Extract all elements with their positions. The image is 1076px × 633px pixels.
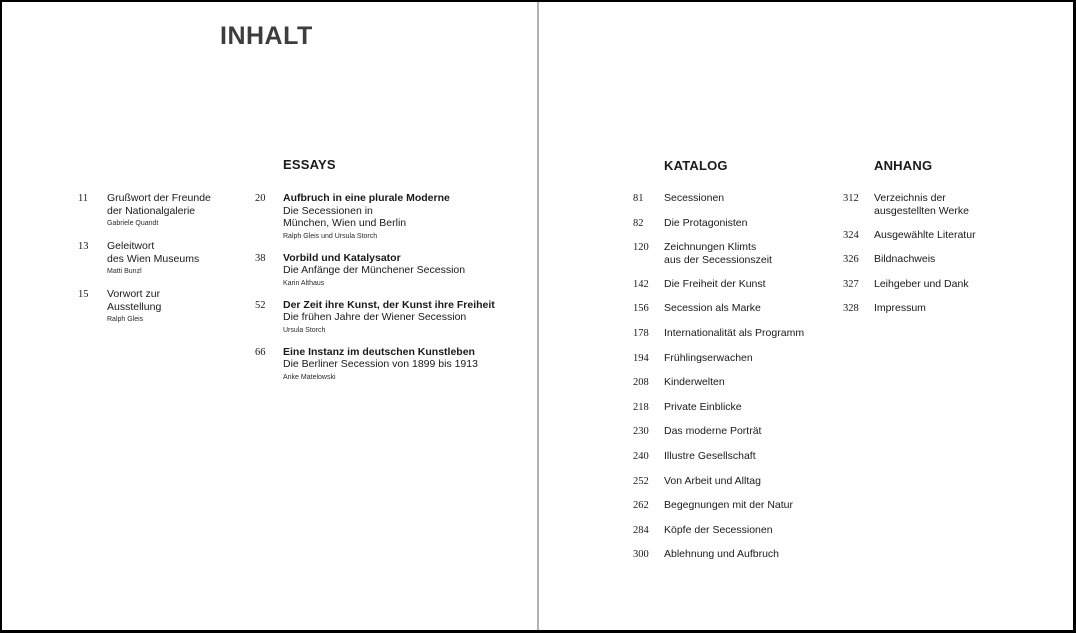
toc-author: Karin Althaus [283,279,325,287]
toc-title: Köpfe der Secessionen [664,523,773,536]
toc-title: Zeichnungen Klimts [664,241,757,254]
toc-page-number: 52 [255,299,266,311]
toc-entry[interactable] [843,192,976,217]
toc-title: der Nationalgalerie [107,204,196,217]
toc-entry[interactable] [633,524,804,537]
toc-page-number: 120 [633,242,649,254]
toc-text [283,252,465,289]
toc-entry[interactable] [843,278,976,291]
toc-title: des Wien Museums [107,252,200,265]
toc-text [874,192,969,217]
toc-entry[interactable] [633,302,804,315]
toc-title: Die Freiheit der Kunst [664,277,766,290]
toc-text [664,352,753,365]
katalog-list [633,192,804,573]
toc-page-number: 142 [633,278,649,290]
toc-entry[interactable] [633,217,804,230]
toc-text [283,346,478,383]
toc-title: Leihgeber und Dank [874,277,969,290]
toc-title: Eine Instanz im deutschen Kunstleben [283,345,475,358]
toc-text [664,450,756,463]
toc-title: Die Protagonisten [664,216,748,229]
toc-text [664,302,761,315]
toc-text [874,229,976,242]
toc-title: Das moderne Porträt [664,425,762,438]
toc-text [664,217,747,230]
toc-entry[interactable] [843,253,976,266]
toc-subtitle: Die Berliner Secession von 1899 bis 1913 [283,358,478,370]
toc-title: Ausstellung [107,300,162,313]
toc-text [664,499,793,512]
toc-author: Matti Bunzl [107,268,142,275]
toc-text [664,548,779,561]
toc-page-number: 20 [255,193,266,204]
toc-page-number: 82 [633,217,644,229]
toc-entry[interactable] [633,425,804,438]
toc-title: Vorbild und Katalysator [283,251,401,264]
toc-title: Impressum [874,302,926,315]
toc-entry[interactable] [255,299,495,336]
toc-author: Ralph Gleis [107,316,144,323]
toc-text [874,302,926,315]
toc-subtitle: Die Anfänge der Münchener Secession [283,264,466,276]
toc-text [874,253,935,266]
toc-page-number: 252 [633,475,649,487]
toc-page-number: 194 [633,352,649,364]
toc-page-number: 230 [633,426,649,438]
toc-entry[interactable] [633,475,804,488]
toc-entry[interactable] [633,548,804,561]
toc-text [283,299,495,336]
toc-entry[interactable] [633,499,804,512]
toc-entry[interactable] [255,346,495,383]
page-title: INHALT [220,22,313,50]
toc-entry[interactable] [78,288,211,325]
toc-title: Secession als Marke [664,302,761,315]
toc-page-number: 11 [78,193,89,204]
toc-page-number: 324 [843,229,859,241]
toc-entry[interactable] [78,192,211,229]
toc-subtitle: Die frühen Jahre der Wiener Secession [283,311,467,323]
toc-title: aus der Secessionszeit [664,253,772,266]
toc-title: Bildnachweis [874,253,936,266]
toc-author: Anke Matelowski [283,373,336,381]
toc-title: Private Einblicke [664,400,742,413]
toc-title: Kinderwelten [664,376,725,389]
toc-text [107,192,211,229]
page-gutter-divider [537,2,539,630]
toc-page-number: 328 [843,303,859,315]
toc-text [664,241,772,266]
toc-text [664,524,773,537]
toc-page-number: 178 [633,327,649,339]
toc-entry[interactable] [255,192,495,242]
toc-page-number: 13 [78,241,89,252]
toc-entry[interactable] [633,401,804,414]
toc-text [664,401,742,414]
toc-text [107,288,161,325]
toc-entry[interactable] [255,252,495,289]
toc-subtitle: Die Secessionen in [283,204,373,217]
toc-page-number: 15 [78,289,89,300]
toc-page-number: 326 [843,254,859,266]
toc-text [664,376,725,389]
toc-subtitle: München, Wien und Berlin [283,217,407,229]
toc-author: Ursula Storch [283,326,326,334]
toc-author: Ralph Gleis und Ursula Storch [283,232,378,240]
toc-page-number: 66 [255,346,266,358]
toc-title: Von Arbeit und Alltag [664,474,761,487]
anhang-list [843,192,976,327]
toc-entry[interactable] [843,229,976,242]
front-matter-list [78,192,211,336]
essays-list [255,192,495,393]
toc-title: Aufbruch in eine plurale Moderne [283,192,450,204]
toc-title: Grußwort der Freunde [107,192,211,204]
toc-text [664,475,761,488]
anhang-heading: ANHANG [874,158,933,173]
toc-title: ausgestellten Werke [874,204,969,217]
toc-title: Begegnungen mit der Natur [664,499,793,512]
toc-title: Verzeichnis der [874,192,946,204]
toc-title: Internationalität als Programm [664,326,805,339]
toc-title: Vorwort zur [107,288,161,300]
essays-heading: ESSAYS [283,157,336,172]
toc-page-number: 218 [633,401,649,413]
toc-page-number: 300 [633,549,649,561]
toc-page-number: 208 [633,377,649,389]
toc-page-number: 327 [843,278,859,290]
toc-author: Gabriele Quandt [107,220,159,227]
toc-entry[interactable] [633,450,804,463]
toc-page-number: 312 [843,193,859,204]
book-spread [2,2,1073,630]
toc-entry[interactable] [633,241,804,266]
toc-title: Ausgewählte Literatur [874,228,976,241]
toc-entry[interactable] [633,278,804,291]
toc-text [664,327,804,340]
toc-entry[interactable] [78,240,211,277]
toc-text [664,425,761,438]
toc-text [283,192,450,242]
toc-page-number: 262 [633,500,649,512]
toc-title: Ablehnung und Aufbruch [664,548,780,561]
toc-title: Illustre Gesellschaft [664,449,756,462]
toc-text [664,278,766,291]
toc-page-number: 240 [633,450,649,462]
toc-page-number: 284 [633,524,649,536]
toc-text [874,278,969,291]
toc-title: Geleitwort [107,240,155,252]
toc-title: Frühlingserwachen [664,351,753,364]
toc-entry[interactable] [633,376,804,389]
toc-entry[interactable] [633,352,804,365]
toc-title: Secessionen [664,192,725,204]
katalog-heading: KATALOG [664,158,728,173]
toc-page-number: 81 [633,193,644,204]
toc-page-number: 156 [633,303,649,315]
toc-title: Der Zeit ihre Kunst, der Kunst ihre Freiheit [283,298,495,311]
toc-entry[interactable] [633,327,804,340]
toc-page-number: 38 [255,252,266,264]
toc-entry[interactable] [843,302,976,315]
toc-entry[interactable] [633,192,804,205]
toc-text [107,240,199,277]
toc-text [664,192,724,205]
